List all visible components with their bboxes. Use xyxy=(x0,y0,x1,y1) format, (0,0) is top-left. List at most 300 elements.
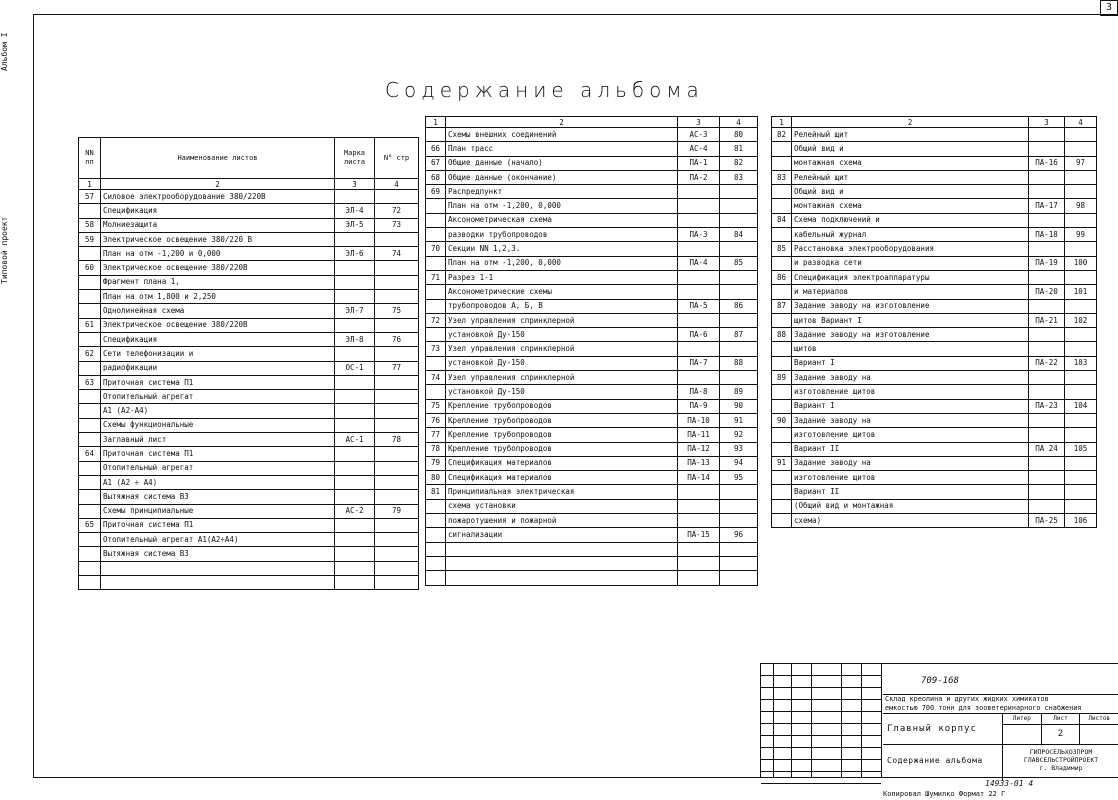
building-name: Главный корпус xyxy=(887,724,977,734)
table-row xyxy=(772,128,1097,142)
cell-mark xyxy=(335,490,375,504)
cell-mark: ПА-20 xyxy=(1029,285,1065,299)
inventory-number: 14933-01 4 xyxy=(985,779,1034,788)
cell-name: Заглавный лист xyxy=(101,433,335,447)
column-index: 4 xyxy=(720,117,758,128)
cell-mark xyxy=(678,556,720,570)
table-row xyxy=(426,471,758,485)
cell-page xyxy=(1065,185,1097,199)
cell-name: изготовление щитов xyxy=(792,385,1029,399)
cell-num: 69 xyxy=(426,185,446,199)
table-row xyxy=(772,471,1097,485)
cell-page xyxy=(375,318,419,332)
cell-name: Задание заводу на xyxy=(792,413,1029,427)
cell-mark xyxy=(1029,328,1065,342)
cell-page xyxy=(720,514,758,528)
header-mark: Марка листа xyxy=(335,138,375,179)
cell-page xyxy=(1065,499,1097,513)
cell-num: 65 xyxy=(79,518,101,532)
table-row xyxy=(772,228,1097,242)
cell-num xyxy=(772,199,792,213)
table-row xyxy=(79,218,419,232)
cell-mark xyxy=(1029,385,1065,399)
cell-mark: ПА-21 xyxy=(1029,313,1065,327)
cell-mark: ПА-18 xyxy=(1029,228,1065,242)
cell-num: 66 xyxy=(426,142,446,156)
cell-mark xyxy=(335,461,375,475)
column-index: 4 xyxy=(375,179,419,190)
cell-mark xyxy=(1029,428,1065,442)
cell-num: 87 xyxy=(772,299,792,313)
table-row xyxy=(426,556,758,570)
cell-name: Сети телефонизации и xyxy=(101,347,335,361)
cell-mark xyxy=(1029,456,1065,470)
cell-page xyxy=(375,576,419,590)
table-row xyxy=(772,170,1097,184)
cell-num xyxy=(772,342,792,356)
table-row xyxy=(426,571,758,585)
cell-name: радиофикации xyxy=(101,361,335,375)
cell-name: Общие данные (окончание) xyxy=(446,170,678,184)
cell-name: установкой Ду-150 xyxy=(446,356,678,370)
cell-page xyxy=(1065,142,1097,156)
sheet-number: 2 xyxy=(1042,725,1081,744)
cell-mark: ПА-7 xyxy=(678,356,720,370)
table-row xyxy=(426,456,758,470)
table-row xyxy=(772,142,1097,156)
cell-name: изготовление щитов xyxy=(792,428,1029,442)
header-page: N° стр xyxy=(375,138,419,179)
cell-name: Крепление трубопроводов xyxy=(446,413,678,427)
cell-mark xyxy=(335,475,375,489)
cell-num xyxy=(79,404,101,418)
cell-mark xyxy=(678,342,720,356)
table-row xyxy=(772,213,1097,227)
cell-num xyxy=(772,499,792,513)
cell-num: 80 xyxy=(426,471,446,485)
cell-name: План на отм 1,800 и 2,250 xyxy=(101,290,335,304)
cell-page xyxy=(1065,170,1097,184)
cell-mark xyxy=(1029,213,1065,227)
table-row xyxy=(426,199,758,213)
header-name: Наименование листов xyxy=(101,138,335,179)
cell-page xyxy=(1065,471,1097,485)
cell-name: трубопроводов А, Б, В xyxy=(446,299,678,313)
cell-name: схема) xyxy=(792,514,1029,528)
cell-name: Электрическое освещение 380/220В xyxy=(101,261,335,275)
cell-name: План на отм -1,200, 0,000 xyxy=(446,256,678,270)
object-name xyxy=(883,694,1118,714)
cell-name: Спецификация электроаппаратуры xyxy=(792,270,1029,284)
table-row xyxy=(426,170,758,184)
cell-name: Узел управления спринклерной xyxy=(446,371,678,385)
cell-name: установкой Ду-150 xyxy=(446,385,678,399)
cell-num xyxy=(79,433,101,447)
cell-name: Электрическое освещение 380/220 В xyxy=(101,232,335,246)
cell-num: 85 xyxy=(772,242,792,256)
table-row xyxy=(79,576,419,590)
table-row xyxy=(79,332,419,346)
table-row xyxy=(426,270,758,284)
table-row xyxy=(772,399,1097,413)
cell-name: Фрагмент плана 1, xyxy=(101,275,335,289)
cell-name: Приточная система П1 xyxy=(101,375,335,389)
table-row xyxy=(426,413,758,427)
cell-num xyxy=(772,256,792,270)
cell-name: Аксонометрические схемы xyxy=(446,285,678,299)
cell-num: 63 xyxy=(79,375,101,389)
cell-mark xyxy=(335,261,375,275)
table-row xyxy=(426,213,758,227)
cell-num xyxy=(79,461,101,475)
cell-num: 86 xyxy=(772,270,792,284)
cell-page xyxy=(720,485,758,499)
column-index-row xyxy=(772,117,1097,128)
cell-page xyxy=(375,232,419,246)
cell-mark xyxy=(335,404,375,418)
cell-page: 84 xyxy=(720,228,758,242)
table-row xyxy=(426,442,758,456)
cell-name: Общий вид и xyxy=(792,185,1029,199)
sheet-title: Содержание альбома xyxy=(887,756,983,765)
cell-page xyxy=(1065,342,1097,356)
cell-page: 88 xyxy=(720,356,758,370)
cell-num xyxy=(772,313,792,327)
table-row xyxy=(772,242,1097,256)
cell-num: 60 xyxy=(79,261,101,275)
cell-name: Общий вид и xyxy=(792,142,1029,156)
table-row xyxy=(772,156,1097,170)
cell-name: изготовление щитов xyxy=(792,471,1029,485)
cell-mark xyxy=(335,447,375,461)
cell-mark: ПА-8 xyxy=(678,385,720,399)
cell-page: 106 xyxy=(1065,514,1097,528)
cell-num: 76 xyxy=(426,413,446,427)
cell-name: Схемы внешних соединений xyxy=(446,128,678,142)
table-row xyxy=(426,128,758,142)
cell-mark: ПА-19 xyxy=(1029,256,1065,270)
cell-num xyxy=(79,475,101,489)
cell-page xyxy=(1065,413,1097,427)
table-row xyxy=(426,428,758,442)
table-row xyxy=(79,290,419,304)
table-row xyxy=(79,261,419,275)
cell-num xyxy=(79,275,101,289)
cell-page: 105 xyxy=(1065,442,1097,456)
cell-mark xyxy=(1029,413,1065,427)
cell-name: Вариант I xyxy=(792,356,1029,370)
cell-num xyxy=(426,556,446,570)
cell-num: 61 xyxy=(79,318,101,332)
cell-page: 92 xyxy=(720,428,758,442)
cell-page: 85 xyxy=(720,256,758,270)
cell-mark xyxy=(1029,342,1065,356)
cell-num xyxy=(426,228,446,242)
cell-page: 72 xyxy=(375,204,419,218)
object-name-line1: Склад креолина и других жидких химикатов xyxy=(885,695,1049,703)
table-row xyxy=(79,375,419,389)
cell-page xyxy=(720,270,758,284)
cell-num xyxy=(772,471,792,485)
col-sheets: Листов xyxy=(1080,714,1118,724)
table-row xyxy=(772,328,1097,342)
cell-num xyxy=(79,247,101,261)
cell-page: 86 xyxy=(720,299,758,313)
org-line2: ГЛАВСЕЛЬСТРОЙПРОЕКТ xyxy=(1023,756,1099,764)
cell-mark xyxy=(335,347,375,361)
cell-num xyxy=(426,499,446,513)
table-row xyxy=(772,413,1097,427)
cell-mark: ПА-17 xyxy=(1029,199,1065,213)
cell-name: и разводка сети xyxy=(792,256,1029,270)
cell-page xyxy=(1065,328,1097,342)
cell-page xyxy=(1065,456,1097,470)
cell-page xyxy=(720,185,758,199)
cell-num xyxy=(772,428,792,442)
cell-mark xyxy=(1029,499,1065,513)
cell-name: Задание заводу на изготовление xyxy=(792,299,1029,313)
cell-num xyxy=(772,185,792,199)
cell-num: 62 xyxy=(79,347,101,361)
cell-mark: ЭЛ-6 xyxy=(335,247,375,261)
cell-name: разводки трубопроводов xyxy=(446,228,678,242)
cell-mark xyxy=(678,499,720,513)
cell-page xyxy=(375,447,419,461)
cell-page: 103 xyxy=(1065,356,1097,370)
cell-mark xyxy=(1029,142,1065,156)
cell-num: 67 xyxy=(426,156,446,170)
cell-name: Вариант II xyxy=(792,485,1029,499)
cell-name: Однолинейная схема xyxy=(101,304,335,318)
cell-num xyxy=(772,399,792,413)
table-row xyxy=(79,232,419,246)
cell-name: Вариант II xyxy=(792,442,1029,456)
cell-mark xyxy=(1029,299,1065,313)
cell-name: Приточная система П1 xyxy=(101,518,335,532)
page-title: Содержание альбома xyxy=(385,78,704,102)
cell-name: Отопительный агрегат А1(А2÷А4) xyxy=(101,533,335,547)
table-row xyxy=(426,499,758,513)
cell-num xyxy=(772,442,792,456)
table-row xyxy=(772,442,1097,456)
table-row xyxy=(426,371,758,385)
cell-num: 77 xyxy=(426,428,446,442)
cell-name: А1 (А2 ÷ А4) xyxy=(101,475,335,489)
cell-name: Аксонометрическая схема xyxy=(446,213,678,227)
cell-mark xyxy=(335,533,375,547)
cell-mark: ПА-2 xyxy=(678,170,720,184)
cell-name: Крепление трубопроводов xyxy=(446,428,678,442)
table-row xyxy=(426,299,758,313)
cell-name: Вариант I xyxy=(792,399,1029,413)
cell-mark xyxy=(678,571,720,585)
cell-name: Крепление трубопроводов xyxy=(446,442,678,456)
cell-num xyxy=(426,299,446,313)
cell-name: Расстановка электрооборудования xyxy=(792,242,1029,256)
cell-name: сигнализации xyxy=(446,528,678,542)
cell-page: 94 xyxy=(720,456,758,470)
cell-name: схема установки xyxy=(446,499,678,513)
cell-mark: ПА-25 xyxy=(1029,514,1065,528)
cell-page: 89 xyxy=(720,385,758,399)
cell-page xyxy=(720,556,758,570)
cell-name: установкой Ду-150 xyxy=(446,328,678,342)
cell-page: 78 xyxy=(375,433,419,447)
cell-num: 73 xyxy=(426,342,446,356)
cell-num xyxy=(426,514,446,528)
cell-mark xyxy=(335,576,375,590)
table-row xyxy=(79,275,419,289)
cell-num: 57 xyxy=(79,190,101,204)
cell-num xyxy=(79,204,101,218)
cell-page xyxy=(1065,213,1097,227)
table-row xyxy=(79,504,419,518)
column-index: 2 xyxy=(101,179,335,190)
cell-mark xyxy=(1029,128,1065,142)
table-row xyxy=(79,361,419,375)
org-line3: г. Владимир xyxy=(1039,764,1083,772)
cell-mark: ПА 24 xyxy=(1029,442,1065,456)
table-row xyxy=(426,142,758,156)
cell-page: 104 xyxy=(1065,399,1097,413)
cell-mark: ЭЛ-5 xyxy=(335,218,375,232)
cell-num: 59 xyxy=(79,232,101,246)
cell-mark: ПА-11 xyxy=(678,428,720,442)
cell-mark: АС-4 xyxy=(678,142,720,156)
cell-num: 78 xyxy=(426,442,446,456)
cell-page: 80 xyxy=(720,128,758,142)
table-row xyxy=(426,256,758,270)
cell-page xyxy=(720,499,758,513)
cell-name: Вытяжная система В3 xyxy=(101,547,335,561)
cell-mark: ЭЛ-4 xyxy=(335,204,375,218)
cell-page: 102 xyxy=(1065,313,1097,327)
table-row xyxy=(772,199,1097,213)
table-row xyxy=(79,304,419,318)
col-sheet: Лист xyxy=(1042,714,1081,724)
cell-page xyxy=(720,199,758,213)
cell-page: 77 xyxy=(375,361,419,375)
cell-mark: ПА-3 xyxy=(678,228,720,242)
cell-num: 64 xyxy=(79,447,101,461)
cell-num xyxy=(772,228,792,242)
cell-page: 75 xyxy=(375,304,419,318)
table-row xyxy=(426,328,758,342)
cell-mark: ПА-5 xyxy=(678,299,720,313)
cell-page: 74 xyxy=(375,247,419,261)
column-index: 1 xyxy=(772,117,792,128)
title-block xyxy=(760,663,1118,777)
cell-mark: ПА-12 xyxy=(678,442,720,456)
cell-num: 74 xyxy=(426,371,446,385)
cell-num xyxy=(79,576,101,590)
cell-page xyxy=(720,371,758,385)
cell-mark xyxy=(678,242,720,256)
cell-num: 91 xyxy=(772,456,792,470)
cell-name: Задание заводу на xyxy=(792,371,1029,385)
table-row xyxy=(772,385,1097,399)
cell-name: Приточная система П1 xyxy=(101,447,335,461)
cell-name: Спецификация материалов xyxy=(446,471,678,485)
cell-num xyxy=(426,571,446,585)
cell-page: 96 xyxy=(720,528,758,542)
cell-num xyxy=(426,385,446,399)
table-row xyxy=(79,447,419,461)
table-row xyxy=(79,390,419,404)
cell-name: Отопительный агрегат xyxy=(101,461,335,475)
cell-name: Принципиальная электрическая xyxy=(446,485,678,499)
cell-mark: ЭЛ-7 xyxy=(335,304,375,318)
table-row xyxy=(426,242,758,256)
cell-name: монтажная схема xyxy=(792,156,1029,170)
column-index: 3 xyxy=(678,117,720,128)
cell-mark xyxy=(335,318,375,332)
cell-name xyxy=(101,561,335,575)
object-name-line2: емкостью 700 тонн для зооветеринарного снабжения xyxy=(885,704,1082,712)
cell-num xyxy=(772,142,792,156)
cell-name: монтажная схема xyxy=(792,199,1029,213)
table-row xyxy=(426,542,758,556)
cell-mark xyxy=(1029,242,1065,256)
table-row xyxy=(426,528,758,542)
cell-page xyxy=(720,313,758,327)
cell-num: 88 xyxy=(772,328,792,342)
cell-num: 58 xyxy=(79,218,101,232)
cell-num xyxy=(79,361,101,375)
cell-num: 79 xyxy=(426,456,446,470)
cell-page xyxy=(1065,385,1097,399)
cell-name xyxy=(446,556,678,570)
table-row xyxy=(79,404,419,418)
cell-page xyxy=(720,342,758,356)
side-label-album: Альбом I xyxy=(0,32,9,72)
cell-name xyxy=(446,542,678,556)
table-row xyxy=(772,270,1097,284)
table-row xyxy=(772,313,1097,327)
header-num: NN пп xyxy=(79,138,101,179)
cell-mark: ПА-9 xyxy=(678,399,720,413)
cell-mark xyxy=(678,371,720,385)
cell-name: кабельный журнал xyxy=(792,228,1029,242)
cell-page xyxy=(1065,485,1097,499)
cell-mark: ПА-6 xyxy=(678,328,720,342)
cell-name: щитов xyxy=(792,342,1029,356)
cell-mark: АС-1 xyxy=(335,433,375,447)
cell-name: Секции NN 1,2,3. xyxy=(446,242,678,256)
cell-num xyxy=(426,328,446,342)
cell-mark xyxy=(335,390,375,404)
cell-page xyxy=(1065,270,1097,284)
cell-num: 90 xyxy=(772,413,792,427)
cell-name: Узел управления спринклерной xyxy=(446,342,678,356)
cell-num xyxy=(772,356,792,370)
cell-name: (Общий вид и монтажная xyxy=(792,499,1029,513)
cell-num: 89 xyxy=(772,371,792,385)
cell-num xyxy=(426,213,446,227)
cell-mark xyxy=(1029,471,1065,485)
side-label-project: Типовой проект xyxy=(0,216,9,284)
table-row xyxy=(79,461,419,475)
cell-page: 83 xyxy=(720,170,758,184)
cell-mark xyxy=(678,542,720,556)
footer-note: Копировал Шумилко Формат 22 Г xyxy=(883,790,1006,798)
cell-num xyxy=(426,128,446,142)
cell-num xyxy=(426,256,446,270)
cell-mark xyxy=(335,290,375,304)
cell-mark: ПА-14 xyxy=(678,471,720,485)
cell-page xyxy=(720,242,758,256)
cell-name: Схемы принципиальные xyxy=(101,504,335,518)
